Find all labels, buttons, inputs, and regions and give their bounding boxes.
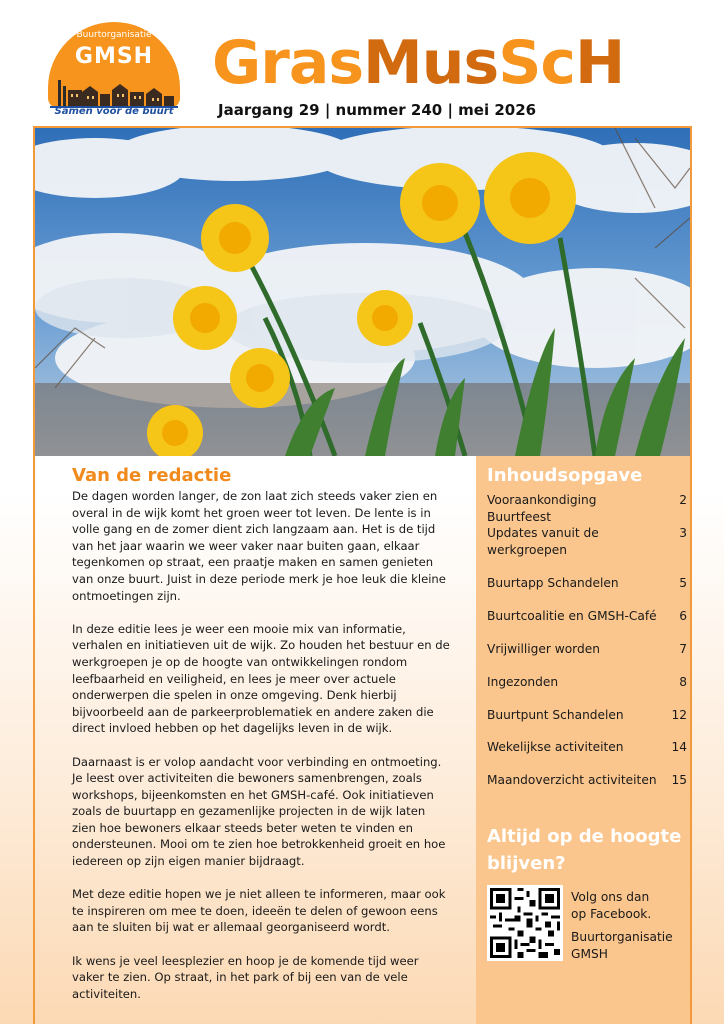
- follow-line-2: op Facebook.: [571, 907, 652, 921]
- org-line-2: GMSH: [571, 947, 608, 961]
- logo-tagline: Samen voor de buurt: [54, 106, 174, 117]
- title-part-1: Gras: [212, 28, 364, 98]
- hero-daffodil-photo: [35, 128, 690, 456]
- toc-item-label: Ingezonden: [487, 675, 559, 689]
- logo-big-text: GMSH: [74, 44, 154, 69]
- newsletter-title: [212, 28, 624, 98]
- editorial-paragraph: De dagen worden langer, de zon laat zich steeds vaker zien en overal in de wijk komt het groen weer tot leven. De lente is in volle gang en de zomer dient zich langzaam aan. Het is de tijd van het jaar waarin we weer vaker naar buiten gaan, elkaar tegenkomen op straat, een praatje maken en samen genieten van onze buurt. Juist in deze periode merk je hoe leuk die kleine ontmoetingen zijn.: [72, 489, 446, 603]
- organisation-logo: [46, 22, 182, 124]
- toc-item-page: 7: [679, 642, 687, 656]
- toc-item-page: 12: [671, 708, 687, 722]
- toc-item-page: 6: [679, 609, 687, 623]
- toc-item-label: Maandoverzicht activiteiten: [487, 773, 657, 787]
- editorial-paragraph: Ik wens je veel leesplezier en hoop je de komende tijd weer vaker te zien. Op straat, in het park of bij een van de vele activiteiten.: [72, 953, 419, 1001]
- toc-item-label: Wekelijkse activiteiten: [487, 740, 624, 754]
- editorial-paragraph: Daarnaast is er volop aandacht voor verbinding en ontmoeting. Je leest over activiteiten die bewoners samenbrengen, zoals workshops, bijeenkomsten en het GMSH-café. Ook initiatieven zoals de buurtapp en gezamenlijke projecten in de wijk laten zien hoe bewoners elkaar steeds beter weten te vinden en ondersteunen. Mooi om te zien hoe betrokkenheid groeit en hoe iedereen op zijn eigen manier bijdraagt.: [72, 754, 446, 869]
- toc-item-label: Updates vanuit de werkgroepen: [487, 526, 599, 557]
- toc-item-page: 8: [679, 675, 687, 689]
- toc-item-page: 14: [671, 740, 687, 754]
- masthead: [212, 28, 672, 104]
- org-line-1: Buurtorganisatie: [571, 930, 673, 944]
- organisation-name: [571, 929, 691, 963]
- follow-line-1: Volg ons dan: [571, 890, 650, 904]
- editorial-paragraph: Met deze editie hopen we je niet alleen te informeren, maar ook te inspireren om mee te doen, ideeën te delen of gewoon eens aan te sluiten bij wat er allemaal georganiseerd wordt.: [72, 887, 446, 935]
- toc-item-label: Vrijwilliger worden: [487, 642, 600, 656]
- town-skyline-icon: [50, 76, 178, 108]
- toc-title: Inhoudsopgave: [487, 465, 643, 486]
- title-part-2: Mus: [363, 28, 499, 98]
- toc-item-label: Vooraankondiging Buurtfeest: [487, 493, 597, 524]
- editorial-title: Van de redactie: [72, 465, 232, 486]
- toc-item-page: 3: [679, 526, 687, 540]
- issue-line: Jaargang 29 | nummer 240 | mei 2026: [218, 101, 537, 119]
- editorial-paragraph: In deze editie lees je weer een mooie mix van informatie, verhalen en initiatieven uit de wijk. Zo houden het bestuur en de werkgroepen je op de hoogte van ontwikkelingen rondom leefbaarheid en veiligheid, en lees je meer over actuele onderwerpen die spelen in onze omgeving. Denk hierbij bijvoorbeeld aan de parkeerproblematiek en andere zaken die direct invloed hebben op het dagelijks leven in de wijk.: [72, 621, 450, 736]
- title-part-4: H: [574, 28, 625, 98]
- toc-item-page: 5: [679, 576, 687, 590]
- toc-item-label: Buurtapp Schandelen: [487, 576, 619, 590]
- qr-code-icon[interactable]: [487, 885, 563, 961]
- editorial-body: [72, 488, 452, 1019]
- toc-item-label: Buurtcoalitie en GMSH-Café: [487, 609, 657, 623]
- facebook-follow-text: [571, 889, 691, 923]
- toc-item-page: 15: [671, 773, 687, 787]
- toc-item-label: Buurtpunt Schandelen: [487, 708, 624, 722]
- stay-informed-title: Altijd op de hoogte blijven?: [487, 826, 682, 874]
- toc-item-page: 2: [679, 493, 687, 507]
- logo-small-text: Buurtorganisatie: [76, 30, 152, 40]
- title-part-3: Sc: [498, 28, 575, 98]
